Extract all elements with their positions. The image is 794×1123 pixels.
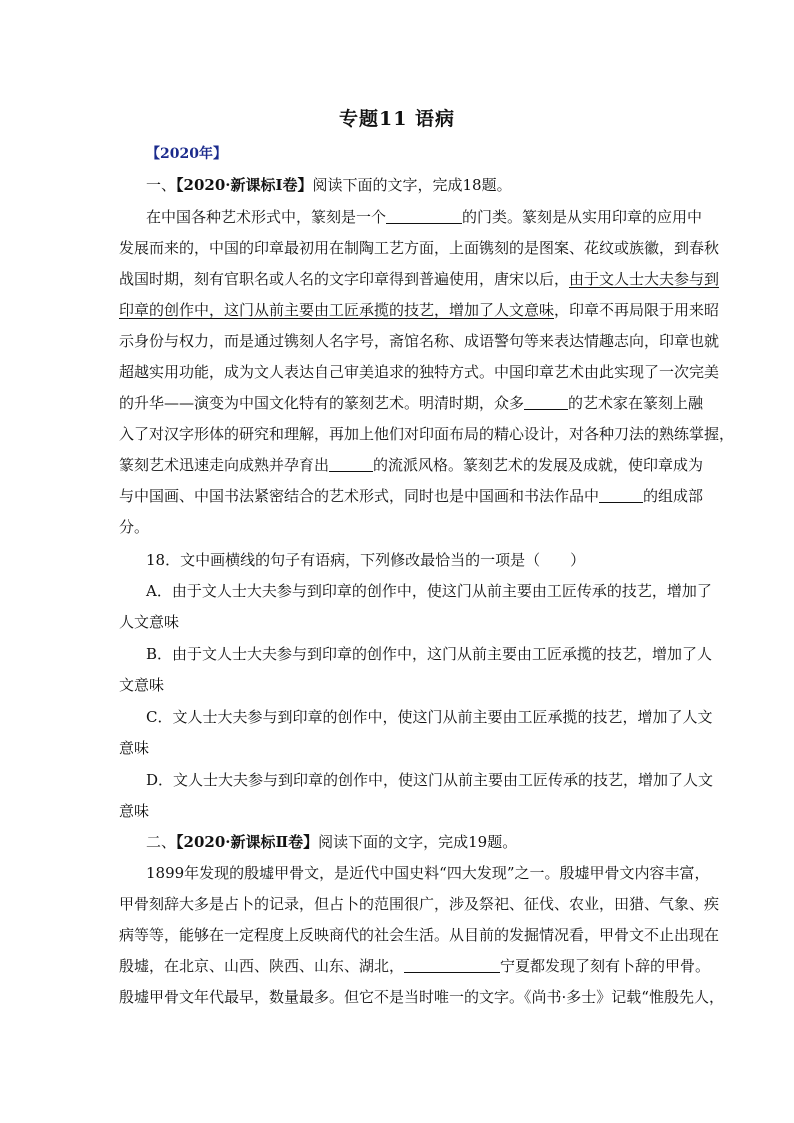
paragraph-line: 印章的创作中，这门从前主要由工匠承揽的技艺，增加了人文意味，印章不再局限于用来昭 [119, 301, 720, 319]
option-d-cont: 意味 [119, 802, 150, 820]
option-b: B．由于文人士大夫参与到印章的创作中，这门从前主要由工匠承揽的技艺，增加了人 [146, 645, 713, 663]
heading-instruction: 阅读下面的文字，完成18题。 [312, 176, 512, 194]
underlined-sentence: 印章的创作中，这门从前主要由工匠承揽的技艺，增加了人文意味 [119, 301, 555, 319]
paragraph-line: 战国时期，刻有官职名或人名的文字印章得到普遍使用，唐宋以后，由于文人士大夫参与到 [119, 270, 720, 288]
heading-source: 【2020·新课标Ⅱ卷】 [176, 833, 319, 851]
paragraph-line: 超越实用功能，成为文人表达自己审美追求的独特方式。中国印章艺术由此实现了一次完美 [119, 363, 720, 381]
paragraph-line: 殷墟甲骨文年代最早，数量最多。但它不是当时唯一的文字。《尚书·多士》记载“惟殷先人， [119, 988, 724, 1006]
option-a-cont: 人文意味 [119, 613, 180, 631]
paragraph-line: 病等等，能够在一定程度上反映商代的社会生活。从目前的发掘情况看，甲骨文不止出现在 [119, 926, 720, 944]
heading-source: 【2020·新课标Ⅰ卷】 [176, 176, 313, 194]
option-c: C．文人士大夫参与到印章的创作中，使这门从前主要由工匠承揽的技艺，增加了人文 [146, 708, 713, 726]
heading-instruction: 阅读下面的文字，完成19题。 [318, 833, 518, 851]
question-18: 18．文中画横线的句子有语病，下列修改最恰当的一项是（ ） [146, 551, 586, 569]
paragraph-line: 示身份与权力，而是通过镌刻人名字号，斋馆名称、成语警句等来表达情趣志向，印章也就 [119, 332, 720, 350]
fill-blank [404, 958, 500, 973]
underlined-sentence: 由于文人士大夫参与到 [569, 270, 720, 288]
paragraph-line: 篆刻艺术迅速走向成熟并孕育出 的流派风格。篆刻艺术的发展及成就，使印章成为 [119, 456, 704, 474]
page-title: 专题11 语病 [338, 108, 456, 130]
fill-blank [599, 488, 643, 503]
heading-number: 一、 [146, 176, 177, 194]
option-a: A．由于文人士大夫参与到印章的创作中，使这门从前主要由工匠传承的技艺，增加了 [146, 582, 712, 600]
paragraph-line: 甲骨刻辞大多是占卜的记录，但占卜的范围很广，涉及祭祀、征伐、农业，田猎、气象、疾 [119, 895, 720, 913]
fill-blank [386, 209, 462, 224]
fill-blank [329, 457, 373, 472]
section-heading-2 [146, 832, 679, 852]
fill-blank [524, 395, 568, 410]
paragraph-line: 入了对汉字形体的研究和理解，再加上他们对印面布局的精心设计，对各种刀法的熟练掌握， [119, 425, 735, 443]
paragraph-line: 的升华——演变为中国文化特有的篆刻艺术。明清时期，众多 的艺术家在篆刻上融 [119, 394, 704, 412]
section-heading-1 [146, 175, 679, 195]
paragraph-line: 分。 [119, 518, 150, 536]
option-d: D．文人士大夫参与到印章的创作中，使这门从前主要由工匠传承的技艺，增加了人文 [146, 771, 714, 789]
option-b-cont: 文意味 [119, 676, 165, 694]
paragraph-line: 在中国各种艺术形式中，篆刻是一个 的门类。篆刻是从实用印章的应用中 [146, 208, 703, 226]
year-tag: 【2020年】 [146, 146, 227, 162]
option-c-cont: 意味 [119, 739, 150, 757]
paragraph-line: 殷墟，在北京、山西、陕西、山东、湖北， 宁夏都发现了刻有卜辞的甲骨。 [119, 957, 711, 975]
paragraph-line: 发展而来的，中国的印章最初用在制陶工艺方面，上面镌刻的是图案、花纹或族徽，到春秋 [119, 239, 720, 257]
paragraph-line: 1899年发现的殷墟甲骨文，是近代中国史料“四大发现”之一。殷墟甲骨文内容丰富， [146, 864, 710, 882]
paragraph-line: 与中国画、中国书法紧密结合的艺术形式，同时也是中国画和书法作品中 的组成部 [119, 487, 704, 505]
heading-number: 二、 [146, 833, 177, 851]
